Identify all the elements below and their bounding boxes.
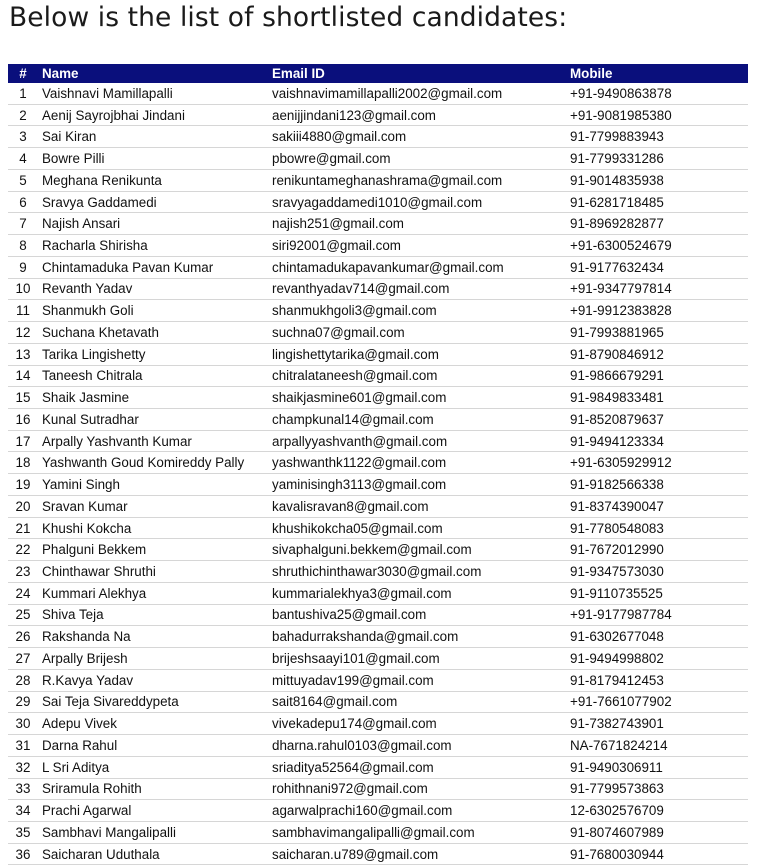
cell-mobile: 91-6302677048 [566, 626, 748, 648]
cell-mobile: 91-9866679291 [566, 365, 748, 387]
cell-name: Taneesh Chitrala [38, 365, 268, 387]
table-row [8, 278, 748, 300]
cell-number: 8 [8, 235, 38, 257]
cell-number: 16 [8, 409, 38, 431]
cell-number: 19 [8, 474, 38, 496]
cell-email: arpallyyashvanth@gmail.com [268, 430, 566, 452]
cell-mobile: NA-7671824214 [566, 735, 748, 757]
cell-mobile: 91-7993881965 [566, 322, 748, 344]
cell-number: 34 [8, 800, 38, 822]
cell-email: sivaphalguni.bekkem@gmail.com [268, 539, 566, 561]
cell-number: 26 [8, 626, 38, 648]
cell-name: Chinthawar Shruthi [38, 561, 268, 583]
table-row [8, 474, 748, 496]
cell-number: 14 [8, 365, 38, 387]
cell-mobile: 91-7680030944 [566, 843, 748, 865]
cell-name: Rakshanda Na [38, 626, 268, 648]
cell-number: 17 [8, 430, 38, 452]
cell-email: sravyagaddamedi1010@gmail.com [268, 191, 566, 213]
cell-number: 1 [8, 83, 38, 104]
cell-name: Khushi Kokcha [38, 517, 268, 539]
cell-number: 15 [8, 387, 38, 409]
cell-email: brijeshsaayi101@gmail.com [268, 648, 566, 670]
cell-mobile: 91-7799573863 [566, 778, 748, 800]
table-row [8, 800, 748, 822]
cell-email: bahadurrakshanda@gmail.com [268, 626, 566, 648]
table-row [8, 821, 748, 843]
table-row [8, 430, 748, 452]
cell-email: champkunal14@gmail.com [268, 409, 566, 431]
cell-number: 13 [8, 343, 38, 365]
cell-number: 33 [8, 778, 38, 800]
cell-number: 22 [8, 539, 38, 561]
table-row [8, 756, 748, 778]
page-heading: Below is the list of shortlisted candidates: [9, 2, 568, 33]
cell-number: 10 [8, 278, 38, 300]
cell-email: renikuntameghanashrama@gmail.com [268, 169, 566, 191]
cell-mobile: 91-8074607989 [566, 821, 748, 843]
table-row [8, 626, 748, 648]
cell-name: R.Kavya Yadav [38, 669, 268, 691]
cell-email: sriaditya52564@gmail.com [268, 756, 566, 778]
cell-number: 27 [8, 648, 38, 670]
cell-name: Shanmukh Goli [38, 300, 268, 322]
cell-email: bantushiva25@gmail.com [268, 604, 566, 626]
cell-mobile: +91-9490863878 [566, 83, 748, 104]
cell-name: Sravan Kumar [38, 495, 268, 517]
cell-name: Kunal Sutradhar [38, 409, 268, 431]
cell-number: 21 [8, 517, 38, 539]
header-number: # [8, 64, 38, 83]
cell-name: Sambhavi Mangalipalli [38, 821, 268, 843]
cell-name: Arpally Brijesh [38, 648, 268, 670]
cell-email: aenijjindani123@gmail.com [268, 104, 566, 126]
table-row [8, 735, 748, 757]
cell-email: rohithnani972@gmail.com [268, 778, 566, 800]
cell-number: 11 [8, 300, 38, 322]
cell-mobile: 91-9110735525 [566, 582, 748, 604]
table-row [8, 691, 748, 713]
table-row [8, 517, 748, 539]
cell-email: shruthichinthawar3030@gmail.com [268, 561, 566, 583]
cell-mobile: 91-7382743901 [566, 713, 748, 735]
cell-email: sakiii4880@gmail.com [268, 126, 566, 148]
cell-mobile: +91-9177987784 [566, 604, 748, 626]
table-row [8, 561, 748, 583]
cell-number: 36 [8, 843, 38, 865]
table-row [8, 843, 748, 865]
cell-name: Meghana Renikunta [38, 169, 268, 191]
cell-mobile: +91-6300524679 [566, 235, 748, 257]
cell-mobile: 91-8179412453 [566, 669, 748, 691]
cell-name: Aenij Sayrojbhai Jindani [38, 104, 268, 126]
cell-mobile: 91-9490306911 [566, 756, 748, 778]
header-name: Name [38, 64, 268, 83]
table-row [8, 148, 748, 170]
cell-number: 3 [8, 126, 38, 148]
cell-mobile: +91-9912383828 [566, 300, 748, 322]
cell-email: khushikokcha05@gmail.com [268, 517, 566, 539]
cell-name: Sravya Gaddamedi [38, 191, 268, 213]
cell-name: Shaik Jasmine [38, 387, 268, 409]
cell-mobile: 91-8520879637 [566, 409, 748, 431]
cell-name: Kummari Alekhya [38, 582, 268, 604]
table-header-row [8, 64, 748, 83]
cell-mobile: 91-9494998802 [566, 648, 748, 670]
table-row [8, 495, 748, 517]
cell-email: revanthyadav714@gmail.com [268, 278, 566, 300]
cell-mobile: 91-7799331286 [566, 148, 748, 170]
cell-email: agarwalprachi160@gmail.com [268, 800, 566, 822]
table-row [8, 213, 748, 235]
table-row [8, 322, 748, 344]
table-row [8, 582, 748, 604]
cell-number: 24 [8, 582, 38, 604]
cell-mobile: 91-9494123334 [566, 430, 748, 452]
cell-email: najish251@gmail.com [268, 213, 566, 235]
table-row [8, 365, 748, 387]
cell-name: Najish Ansari [38, 213, 268, 235]
table-row [8, 343, 748, 365]
cell-name: Yashwanth Goud Komireddy Pally [38, 452, 268, 474]
cell-email: shaikjasmine601@gmail.com [268, 387, 566, 409]
table-row [8, 191, 748, 213]
cell-mobile: +91-6305929912 [566, 452, 748, 474]
cell-mobile: 91-9182566338 [566, 474, 748, 496]
table-row [8, 126, 748, 148]
cell-name: Suchana Khetavath [38, 322, 268, 344]
cell-email: vaishnavimamillapalli2002@gmail.com [268, 83, 566, 104]
cell-mobile: 91-7672012990 [566, 539, 748, 561]
cell-mobile: 91-9347573030 [566, 561, 748, 583]
cell-name: Adepu Vivek [38, 713, 268, 735]
cell-mobile: +91-9081985380 [566, 104, 748, 126]
cell-email: lingishettytarika@gmail.com [268, 343, 566, 365]
cell-mobile: 91-7799883943 [566, 126, 748, 148]
cell-number: 30 [8, 713, 38, 735]
table-row [8, 104, 748, 126]
cell-number: 29 [8, 691, 38, 713]
cell-name: Sai Teja Sivareddypeta [38, 691, 268, 713]
cell-name: Arpally Yashvanth Kumar [38, 430, 268, 452]
cell-mobile: 91-9014835938 [566, 169, 748, 191]
cell-number: 20 [8, 495, 38, 517]
cell-mobile: 91-8969282877 [566, 213, 748, 235]
cell-number: 31 [8, 735, 38, 757]
cell-name: Bowre Pilli [38, 148, 268, 170]
cell-mobile: +91-7661077902 [566, 691, 748, 713]
cell-number: 25 [8, 604, 38, 626]
table-row [8, 648, 748, 670]
cell-email: shanmukhgoli3@gmail.com [268, 300, 566, 322]
cell-name: Darna Rahul [38, 735, 268, 757]
cell-number: 23 [8, 561, 38, 583]
cell-mobile: 91-9849833481 [566, 387, 748, 409]
cell-email: suchna07@gmail.com [268, 322, 566, 344]
header-email: Email ID [268, 64, 566, 83]
table-row [8, 169, 748, 191]
cell-mobile: 12-6302576709 [566, 800, 748, 822]
cell-email: yaminisingh3113@gmail.com [268, 474, 566, 496]
table-row [8, 604, 748, 626]
table-row [8, 452, 748, 474]
cell-email: sait8164@gmail.com [268, 691, 566, 713]
cell-email: sambhavimangalipalli@gmail.com [268, 821, 566, 843]
cell-email: kavalisravan8@gmail.com [268, 495, 566, 517]
cell-name: Sriramula Rohith [38, 778, 268, 800]
cell-number: 6 [8, 191, 38, 213]
table-row [8, 409, 748, 431]
cell-email: kummarialekhya3@gmail.com [268, 582, 566, 604]
table-row [8, 669, 748, 691]
cell-email: yashwanthk1122@gmail.com [268, 452, 566, 474]
table-row [8, 300, 748, 322]
header-mobile: Mobile [566, 64, 748, 83]
table-row [8, 387, 748, 409]
table-row [8, 235, 748, 257]
cell-name: Yamini Singh [38, 474, 268, 496]
cell-name: Phalguni Bekkem [38, 539, 268, 561]
cell-number: 7 [8, 213, 38, 235]
table-row [8, 83, 748, 104]
table-row [8, 778, 748, 800]
cell-email: mittuyadav199@gmail.com [268, 669, 566, 691]
cell-number: 28 [8, 669, 38, 691]
cell-email: dharna.rahul0103@gmail.com [268, 735, 566, 757]
cell-mobile: 91-7780548083 [566, 517, 748, 539]
cell-email: siri92001@gmail.com [268, 235, 566, 257]
cell-number: 5 [8, 169, 38, 191]
cell-number: 2 [8, 104, 38, 126]
cell-mobile: +91-9347797814 [566, 278, 748, 300]
cell-name: Saicharan Uduthala [38, 843, 268, 865]
cell-email: chintamadukapavankumar@gmail.com [268, 256, 566, 278]
cell-name: Sai Kiran [38, 126, 268, 148]
cell-number: 4 [8, 148, 38, 170]
cell-number: 9 [8, 256, 38, 278]
cell-name: Revanth Yadav [38, 278, 268, 300]
cell-name: Vaishnavi Mamillapalli [38, 83, 268, 104]
cell-name: Racharla Shirisha [38, 235, 268, 257]
candidates-table [8, 64, 748, 865]
cell-number: 18 [8, 452, 38, 474]
cell-mobile: 91-8374390047 [566, 495, 748, 517]
cell-mobile: 91-8790846912 [566, 343, 748, 365]
table-row [8, 256, 748, 278]
table-row [8, 539, 748, 561]
cell-number: 35 [8, 821, 38, 843]
cell-name: Chintamaduka Pavan Kumar [38, 256, 268, 278]
cell-email: pbowre@gmail.com [268, 148, 566, 170]
cell-name: L Sri Aditya [38, 756, 268, 778]
cell-number: 32 [8, 756, 38, 778]
cell-email: chitralataneesh@gmail.com [268, 365, 566, 387]
cell-number: 12 [8, 322, 38, 344]
cell-mobile: 91-6281718485 [566, 191, 748, 213]
cell-mobile: 91-9177632434 [566, 256, 748, 278]
cell-name: Tarika Lingishetty [38, 343, 268, 365]
cell-email: saicharan.u789@gmail.com [268, 843, 566, 865]
cell-name: Shiva Teja [38, 604, 268, 626]
cell-name: Prachi Agarwal [38, 800, 268, 822]
cell-email: vivekadepu174@gmail.com [268, 713, 566, 735]
table-row [8, 713, 748, 735]
